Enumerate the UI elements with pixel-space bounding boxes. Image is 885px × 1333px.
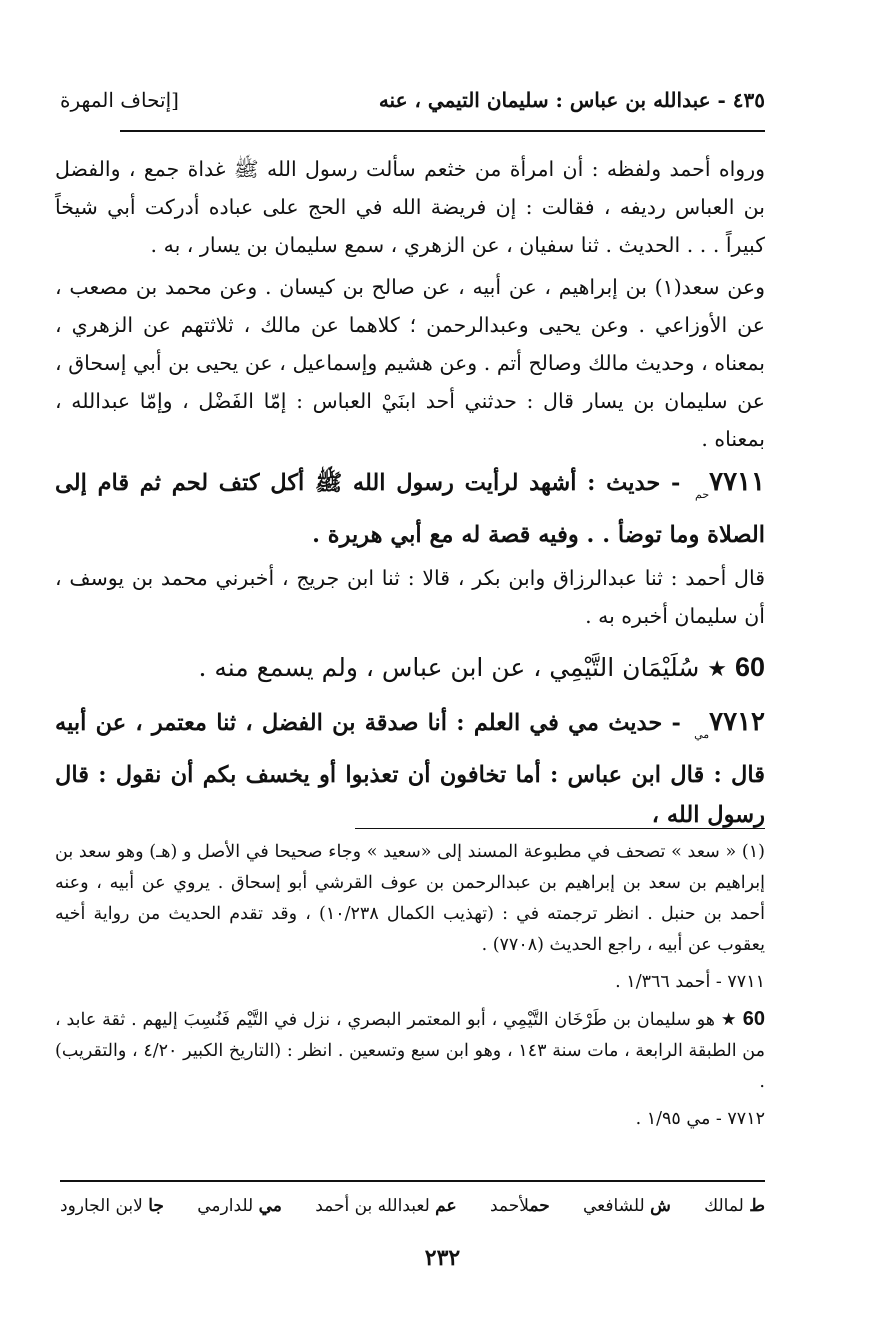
source-symbol: مي <box>694 728 710 741</box>
footnote-narrator-text: هو سليمان بن طَرْخَان التَّيْمِي ، أبو المعتمر البصري ، نزل في التَّيْم فَنُسِبَ إليهم . ثقة عابد ، من الطبقة الرابعة ، مات سنة ١٤٣ ، وهو ابن سبع وتسعين . انظر : (التاريخ الكبير ٤/٢٠ ، والتقريب) . <box>55 1010 765 1092</box>
abbr-item: عم لعبدالله بن أحمد <box>315 1196 457 1216</box>
footnote-1: (١) « سعد » تصحف في مطبوعة المسند إلى «سعيد » وجاء صحيحا في الأصل و (هـ) وهو سعد بن إبراهيم بن سعد بن إبراهيم بن عبدالرحمن بن عوف القرشي أبو إسحاق . يروي عن أبيه ، وعنه أحمد بن حنبل . انظر ترجمته في : (تهذيب الكمال ١٠/٢٣٨) ، وقد تقدم الحديث من رواية أخيه يعقوب عن أبيه ، راجع الحديث (٧٧٠٨) . <box>55 842 765 955</box>
abbr-item: مي للدارمي <box>197 1196 282 1216</box>
hadith-entry-7711 <box>55 462 765 555</box>
entry-text: - حديث مي في العلم : أنا صدقة بن الفضل ، ثنا معتمر ، عن أبيه قال : قال ابن عباس : أما تخافون أن تعذبوا أو يخسف بكم أن نقول : قال رسول الله ، <box>55 710 765 828</box>
paragraph-chains: وعن سعد(١) بن إبراهيم ، عن أبيه ، عن صالح بن كيسان . وعن محمد بن مصعب ، عن الأوزاعي . وعن يحيى وعبدالرحمن ؛ كلاهما عن مالك ، ثلاثتهم عن الزهري ، بمعناه ، وحديث مالك وصالح أتم . وعن هشيم وإسماعيل ، عن يحيى بن أبي إسحاق ، عن سليمان بن يسار قال : حدثني أحد ابنَيْ العباس : إمّا الفَضْل ، وإمّا عبدالله ، بمعناه . <box>55 275 766 451</box>
hadith-entry-7712 <box>55 702 765 835</box>
page-number: ٢٣٢ <box>424 1245 461 1271</box>
footnote-60 <box>55 1004 765 1098</box>
entry-number: ٧٧١١ <box>709 467 765 497</box>
footnotes <box>55 837 765 1141</box>
entry-number: ٧٧١٢ <box>709 707 765 737</box>
abbreviation-key <box>60 1192 765 1220</box>
paragraph-ahmad-version: ورواه أحمد ولفظه : أن امرأة من خثعم سألت رسول الله ﷺ غداة جمع ، والفضل بن العباس رديفه ، فقالت : إن فريضة الله في الحج على عباده أدركت أبي شيخاً كبيراً . . . الحديث . ثنا سفيان ، عن الزهري ، سمع سليمان بن يسار ، به . <box>55 157 765 257</box>
abbr-item: جا لابن الجارود <box>60 1196 164 1216</box>
entry-text: - حديث : أشهد لرأيت رسول الله ﷺ أكل كتف لحم ثم قام إلى الصلاة وما توضأ . . وفيه قصة له مع أبي هريرة . <box>55 470 765 548</box>
running-header <box>60 80 765 120</box>
star-icon: ★ <box>707 657 727 682</box>
main-text <box>55 150 765 839</box>
abbreviations-rule <box>60 1180 765 1182</box>
narrator-number: 60 <box>734 652 765 682</box>
abbr-item: ط لمالك <box>704 1196 765 1216</box>
abbr-item: ش للشافعي <box>583 1196 671 1216</box>
star-icon: ★ <box>720 1010 737 1030</box>
header-title: ٤٣٥ - عبدالله بن عباس : سليمان التيمي ، عنه <box>378 88 765 112</box>
source-symbol: حم <box>695 488 710 501</box>
abbr-item: حملأحمد <box>489 1196 550 1216</box>
footnote-7712: ٧٧١٢ - مي ١/٩٥ . <box>635 1109 765 1129</box>
header-book-name: [إتحاف المهرة <box>60 88 179 112</box>
entry-chain: قال أحمد : ثنا عبدالرزاق وابن بكر ، قالا : ثنا ابن جريج ، أخبرني محمد بن يوسف ، أن سليمان أخبره به . <box>55 566 765 628</box>
footnote-narrator-number: 60 <box>742 1008 765 1030</box>
narrator-heading-60 <box>55 639 765 698</box>
narrator-text: سُلَيْمَان التَّيْمِي ، عن ابن عباس ، ولم يسمع منه . <box>198 653 700 682</box>
header-rule <box>120 130 765 132</box>
footnote-7711: ٧٧١١ - أحمد ١/٣٦٦ . <box>615 972 765 992</box>
footnote-rule <box>355 828 765 829</box>
